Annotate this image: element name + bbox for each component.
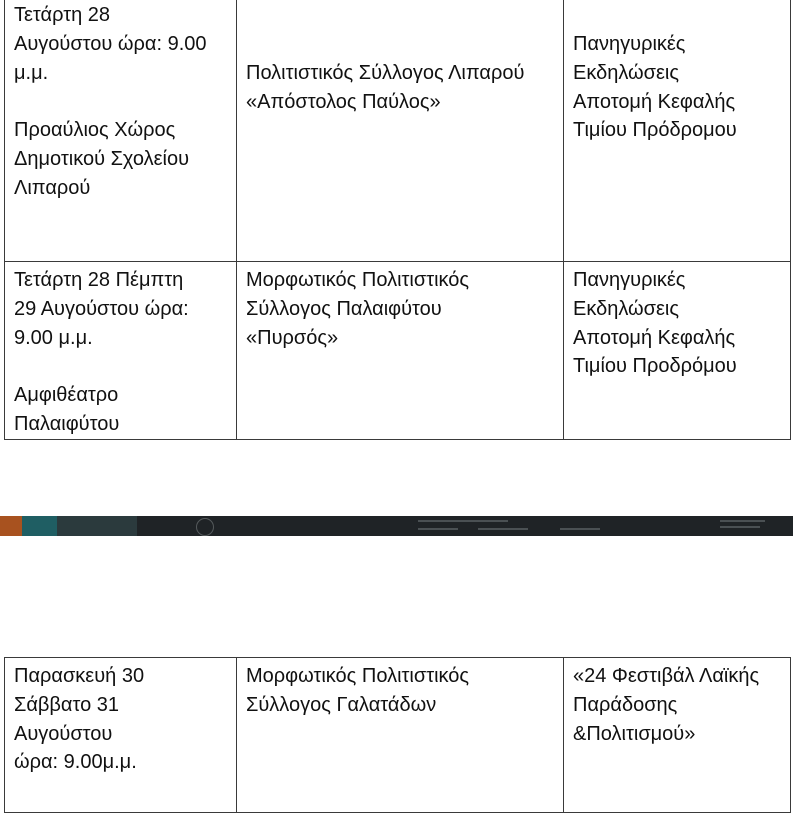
organizer-cell: Πολιτιστικός Σύλλογος Λιπαρού «Απόστολος Παύλος» [237,0,564,262]
event-cell: Πανηγυρικές Εκδηλώσεις Αποτομή Κεφαλής Τιμίου Πρόδρομου [564,0,791,262]
table-row [5,0,791,262]
organizer-cell: Μορφωτικός Πολιτιστικός Σύλλογος Παλαιφύτου «Πυρσός» [237,262,564,440]
strip-orange-block [0,516,22,536]
date-place-cell: Παρασκευή 30 Σάββατο 31 Αυγούστου ώρα: 9.00μ.μ. [5,658,237,813]
strip-slate-block [57,516,137,536]
table-row [5,262,791,440]
events-table-bottom [4,657,791,813]
strip-teal-block [22,516,57,536]
events-table-top [4,0,791,440]
partial-screenshot-strip [0,516,793,536]
strip-circle-icon [196,518,214,536]
event-cell: Πανηγυρικές Εκδηλώσεις Αποτομή Κεφαλής Τιμίου Προδρόμου [564,262,791,440]
organizer-cell: Μορφωτικός Πολιτιστικός Σύλλογος Γαλατάδων [237,658,564,813]
strip-line [720,526,760,528]
table-row [5,658,791,813]
strip-line [418,520,508,522]
strip-line [720,520,765,522]
strip-line [560,528,600,530]
event-cell: «24 Φεστιβάλ Λαϊκής Παράδοσης &Πολιτισμού» [564,658,791,813]
date-place-cell: Τετάρτη 28 Αυγούστου ώρα: 9.00 μ.μ. Προαύλιος Χώρος Δημοτικού Σχολείου Λιπαρού [5,0,237,262]
date-place-cell: Τετάρτη 28 Πέμπτη 29 Αυγούστου ώρα: 9.00 μ.μ. Αμφιθέατρο Παλαιφύτου [5,262,237,440]
strip-line [478,528,528,530]
strip-line [418,528,458,530]
